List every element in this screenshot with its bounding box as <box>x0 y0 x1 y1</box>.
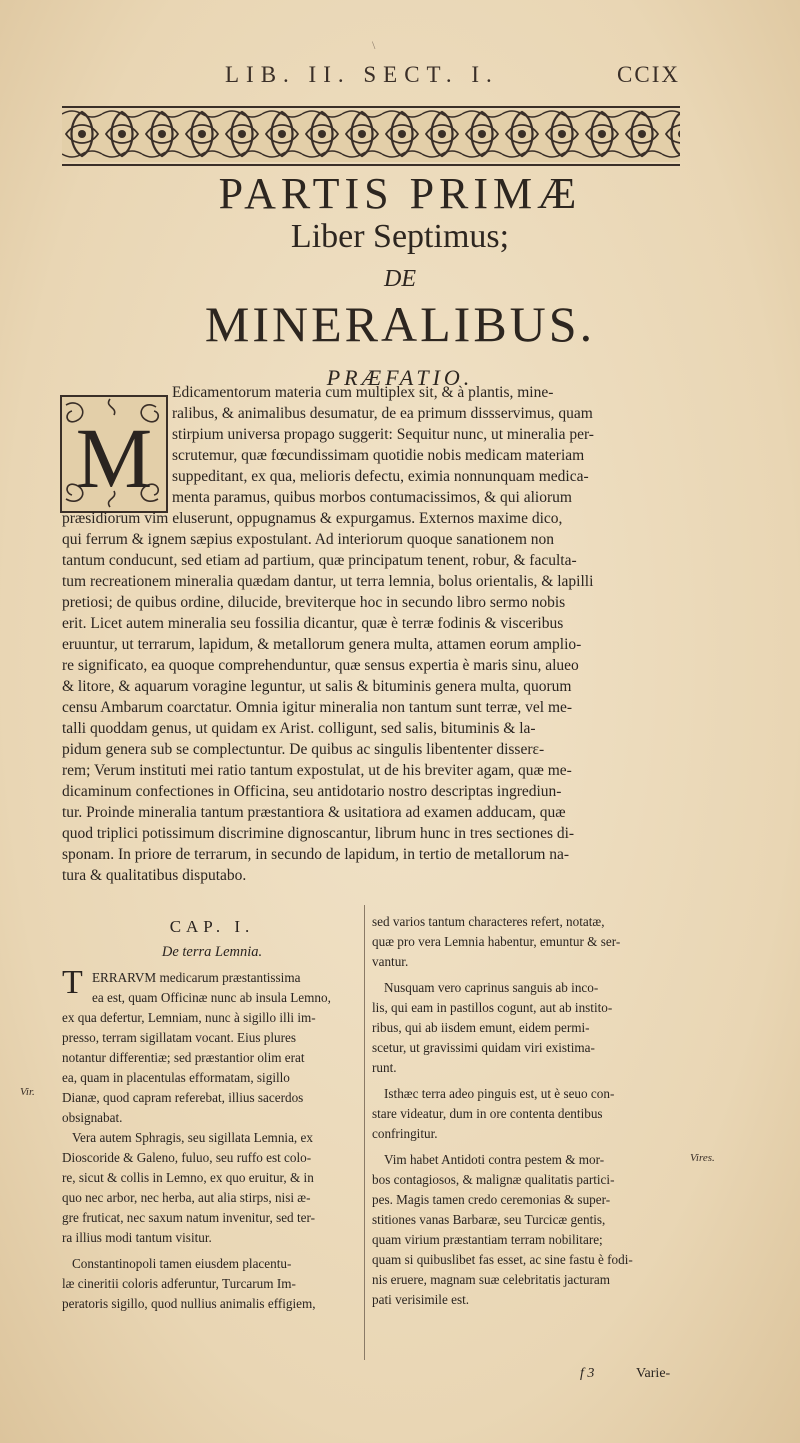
preface-line: ralibus, & animalibus desumatur, de ea primum dissservimus, quam <box>172 405 593 422</box>
right-column-line: quam si quibuslibet fas esset, ac sine fastu è fodi- <box>372 1252 633 1267</box>
preface-line: re significato, ea quoque comprehenduntur, quæ sensus expertia è maris sinu, alueo <box>62 657 579 674</box>
preface-line: præsidiorum vim eluserunt, oppugnamus & expurgamus. Externos maxime dico, <box>62 510 563 527</box>
preface-line: scrutemur, quæ fœcundissimam quotidie nobis medicam materiam <box>172 447 585 464</box>
left-column-line: Vera autem Sphragis, seu sigillata Lemnia, ex <box>72 1130 313 1145</box>
left-column-line: Dioscoride & Galeno, fuluo, seu ruffo est colo- <box>62 1150 312 1165</box>
right-column-line: scetur, ut gravissimi quidam viri existima- <box>372 1040 595 1055</box>
running-head <box>80 62 680 92</box>
right-column-line: pati verisimile est. <box>372 1292 470 1307</box>
preface-line: suppeditant, ex qua, melioris defectu, eximia nonnunquam medica- <box>172 468 589 485</box>
preface-line: Edicamentorum materia cum multiplex sit, & à plantis, mine- <box>172 384 554 401</box>
title-praefatio: PRÆFATIO. <box>326 365 474 390</box>
left-column-line: presso, terram sigillatam vocant. Eius plures <box>62 1030 297 1045</box>
left-column-line: læ cineritii coloris adferuntur, Turcarum Im- <box>62 1276 296 1291</box>
preface-line: & litore, & aquarum voragine leguntur, ut salis & bituminis genera multa, quorum <box>62 678 572 695</box>
preface-line: qui ferrum & ignem sæpius expostulant. Ad interiorum quoque sanationem non <box>62 531 555 548</box>
right-column-line: runt. <box>372 1060 397 1075</box>
right-column-line: Nusquam vero caprinus sanguis ab inco- <box>384 980 599 995</box>
right-column-line: pes. Magis tamen credo ceremonias & super- <box>372 1192 611 1207</box>
right-column-line: ribus, qui ab iisdem emunt, eidem permi- <box>372 1020 590 1035</box>
chapter-subheading: De terra Lemnia. <box>161 944 263 960</box>
ornament-icon <box>62 108 680 164</box>
ornamental-headpiece <box>62 106 680 166</box>
left-column-line: obsignabat. <box>62 1110 123 1125</box>
catchword: Varie- <box>636 1366 671 1381</box>
preface-line: censu Ambarum coarctatur. Omnia igitur mineralia non tantum sunt terræ, vel me- <box>62 699 573 716</box>
preface-line: pidum genera sub se complectuntur. De quibus ac singulis libententer disserε- <box>62 741 545 758</box>
left-column-line: re, sicut & collis in Lemno, ex quo eruitur, & in <box>62 1170 314 1185</box>
preface-line: talli quoddam genus, ut quidam ex Arist. colligunt, sed salis, bituminis & la- <box>62 720 536 737</box>
signature-mark: f 3 <box>580 1366 595 1381</box>
preface-line: menta paramus, quibus morbos contumacissimos, & qui aliorum <box>172 489 572 506</box>
preface-line: rem; Verum instituti mei ratio tantum expostulat, ut de his breviter agam, quæ me- <box>62 762 572 779</box>
left-column-line: Dianæ, quod capram referebat, illius sacerdos <box>62 1090 304 1105</box>
right-column-line: confringitur. <box>372 1126 438 1141</box>
preface-line: erit. Licet autem mineralia seu fossilia dicantur, quæ è terræ fodinis & visceribus <box>62 615 564 632</box>
left-column-line: ea, quam in placentulas efformatam, sigillo <box>62 1070 290 1085</box>
initial-t: T <box>62 964 83 1001</box>
right-column-line: stare videatur, dum in ore contenta dentibus <box>372 1106 603 1121</box>
right-column-line: quæ pro vera Lemnia habentur, emuntur & ser- <box>372 934 621 949</box>
pencil-mark: \ <box>372 38 376 52</box>
svg-text:M: M <box>75 410 153 506</box>
preface-line: stirpium universa propago suggerit: Sequitur nunc, ut mineralia per- <box>172 426 594 443</box>
chapter-heading: CAP. I. <box>169 917 255 936</box>
right-column-line: lis, qui eam in pastillos cogunt, aut ab instito- <box>372 1000 613 1015</box>
title-liber-septimus: Liber Septimus; <box>290 218 510 255</box>
preface-line: eruuntur, ut terrarum, lapidum, & metallorum genera multa, attamen eorum amplio- <box>62 636 582 653</box>
left-column-line: ea est, quam Officinæ nunc ab insula Lemno, <box>92 990 331 1005</box>
decorated-initial-m <box>60 395 168 513</box>
preface-line: tura & qualitatibus disputabo. <box>62 867 247 884</box>
right-column-line: nis eruere, magnam suæ celebritatis jacturam <box>372 1272 611 1287</box>
right-column-line: Isthæc terra adeo pinguis est, ut è seuo con- <box>384 1086 615 1101</box>
margin-note-left: Vir. <box>20 1086 35 1098</box>
initial-m-icon <box>60 395 168 513</box>
preface-line: dicaminum confectiones in Officina, seu antidotario nostro descriptas ingrediun- <box>62 783 562 800</box>
right-column-line: sed varios tantum characteres refert, notatæ, <box>372 914 605 929</box>
right-column-line: bos contagiosos, & malignæ qualitatis partici- <box>372 1172 615 1187</box>
left-column-line: peratoris sigillo, quod nullius animalis effigiem, <box>62 1296 316 1311</box>
right-column-line: vantur. <box>372 954 409 969</box>
preface-line: pretiosi; de quibus ordine, dilucide, breviterque hoc in secundo libro sermo nobis <box>62 594 566 611</box>
left-column-line: notantur differentiæ; sed præstantior olim erat <box>62 1050 305 1065</box>
left-column-line: Constantinopoli tamen eiusdem placentu- <box>72 1256 292 1271</box>
left-column-line: quo nec arbor, nec herba, aut alia stirps, nisi æ- <box>62 1190 311 1205</box>
left-column-line: ex qua defertur, Lemniam, nunc à sigillo illi im- <box>62 1010 316 1025</box>
preface-line: sponam. In priore de terrarum, in secundo de lapidum, in tertio de metallorum na- <box>62 846 570 863</box>
right-column-line: quam virium præstantiam terram nobilitare; <box>372 1232 603 1247</box>
title-mineralibus: MINERALIBUS. <box>204 296 596 352</box>
title-partis-primae: PARTIS PRIMÆ <box>218 169 582 218</box>
preface-line: tantum conducunt, sed etiam ad partium, quæ principatum tenent, robur, & faculta- <box>62 552 577 569</box>
left-column-line: gre fruticat, nec saxum natum invenitur, sed ter- <box>62 1210 315 1225</box>
right-column-line: Vim habet Antidoti contra pestem & mor- <box>384 1152 605 1167</box>
preface-line: quod triplici potissimum discrimine dignoscantur, librum hunc in tres sectiones di- <box>62 825 575 842</box>
page-number: CCIX <box>617 62 680 87</box>
preface-line: tur. Proinde mineralia tantum præstantiora & usitatiora ad examen adducam, quæ <box>62 804 566 821</box>
column-divider <box>364 905 365 1360</box>
title-de: DE <box>384 266 416 292</box>
left-column-line: ra illius modi tantum visitur. <box>62 1230 212 1245</box>
running-head-section: LIB. II. SECT. I. <box>225 62 499 87</box>
preface-line: tum recreationem mineralia quædam dantur, ut terra lemnia, bolus orientalis, & lapilli <box>62 573 594 590</box>
right-column-line: stitiones vanas Barbaræ, seu Turcicæ gentis, <box>372 1212 606 1227</box>
left-column-line: ERRARVM medicarum præstantissima <box>92 970 301 985</box>
margin-note-right: Vires. <box>690 1152 715 1164</box>
